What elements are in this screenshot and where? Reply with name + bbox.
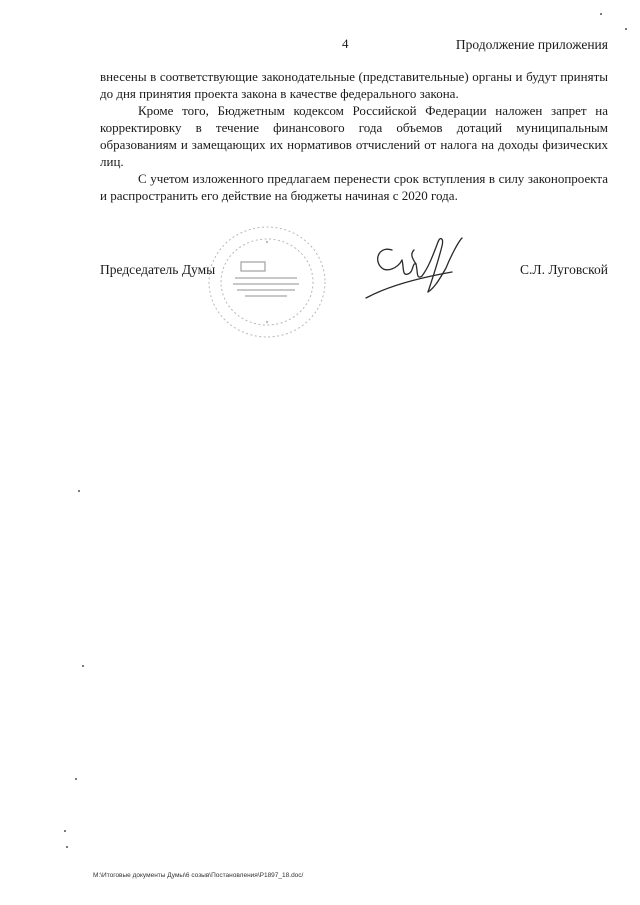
scan-speck	[600, 13, 602, 15]
file-path-footer: M:\Итоговые документы Думы\6 созыв\Постановления\P1897_18.doc/	[93, 872, 304, 879]
scan-speck	[625, 28, 627, 30]
scan-speck	[82, 665, 84, 667]
signature	[358, 228, 468, 308]
scan-speck	[75, 778, 77, 780]
scan-speck	[78, 490, 80, 492]
signatory-name: С.Л. Луговской	[520, 262, 608, 277]
continuation-header: Продолжение приложения	[455, 37, 608, 52]
body-text	[100, 68, 608, 204]
paragraph-1: внесены в соответствующие законодательные (представительные) органы и будут приняты до дня принятия проекта закона в качестве федерального закона.	[100, 69, 608, 101]
paragraph-2: Кроме того, Бюджетным кодексом Российской Федерации наложен запрет на корректировку в течение финансового года объемов дотаций муниципальным образованиям и замещающих их нормативов отчислений от налога на доходы физических лиц.	[100, 103, 608, 169]
official-seal	[205, 222, 330, 342]
signatory-title: Председатель Думы	[100, 262, 216, 277]
page-number: 4	[342, 36, 349, 51]
scan-speck	[64, 830, 66, 832]
paragraph-3: С учетом изложенного предлагаем перенести срок вступления в силу законопроекта и распространить его действие на бюджеты начиная с 2020 года.	[100, 171, 608, 203]
scan-speck	[66, 846, 68, 848]
